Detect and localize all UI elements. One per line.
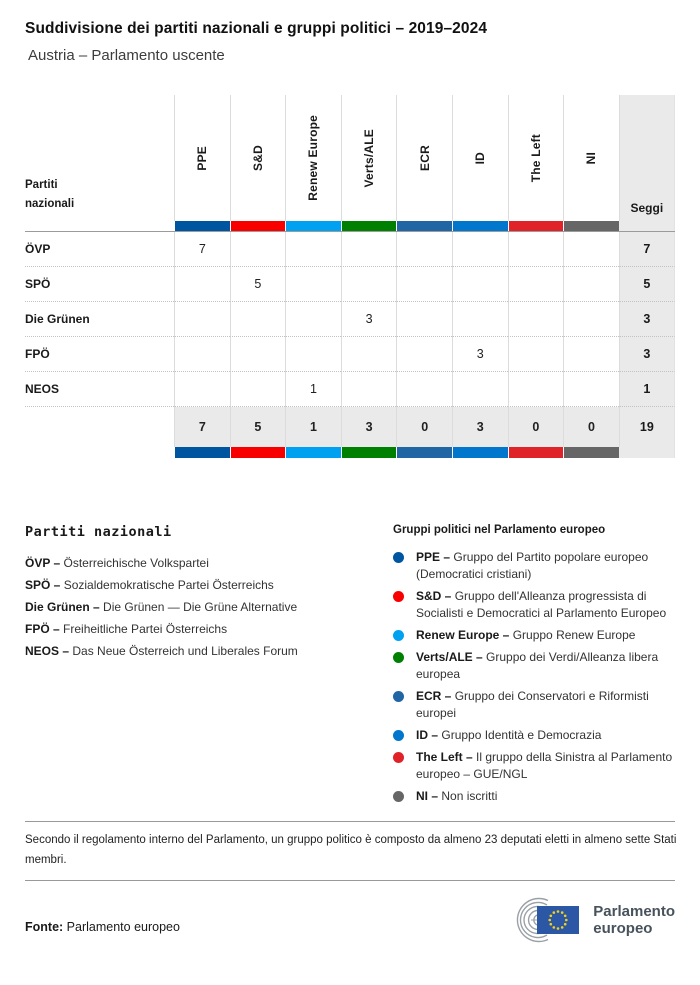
group-definition: ID – Gruppo Identità e Democrazia [393,727,675,744]
table-row [25,302,675,337]
seat-cell [341,232,397,267]
seat-cell [174,267,230,302]
table-row [25,267,675,302]
political-groups-legend-title: Gruppi politici nel Parlamento europeo [393,524,606,536]
group-color-bar-ppe [174,447,230,458]
seat-cell [174,337,230,372]
group-color-bar-renew [285,221,341,231]
column-total: 1 [285,407,341,447]
source-value: Parlamento europeo [66,920,180,934]
party-definition: Die Grünen – Die Grünen — Die Grüne Alternative [25,600,298,614]
group-color-bar-id [452,221,508,231]
seat-cell: 3 [452,337,508,372]
seat-cell [285,267,341,302]
party-name: NEOS [25,372,174,407]
bar-spacer-seggi [619,447,675,458]
group-color-dot-ecr [393,691,404,702]
table-totals-row [25,407,675,447]
group-definition: PPE – Gruppo del Partito popolare europeo (Democratici cristiani) [393,549,675,583]
column-header-theleft: The Left [508,95,564,221]
logo-wordmark: Parlamento europeo [593,903,675,937]
seat-cell [563,267,619,302]
divider-bottom [25,880,675,881]
party-name: Die Grünen [25,302,174,337]
page-subtitle: Austria – Parlamento uscente [28,47,225,64]
seat-cell [508,232,564,267]
group-color-bar-ni [563,447,619,458]
table-header-row [25,95,675,221]
group-color-bar-sd [230,447,286,458]
seat-distribution-table [25,95,675,458]
party-name: ÖVP [25,232,174,267]
group-color-bar-ecr [396,447,452,458]
row-header-line1: Partiti [25,179,58,191]
group-definition: S&D – Gruppo dell'Alleanza progressista di Socialisti e Democratici al Parlamento Europeo [393,588,675,622]
seat-cell [452,302,508,337]
source-section [25,895,675,945]
party-definition: NEOS – Das Neue Österreich und Liberales Forum [25,644,298,658]
group-color-bar-renew [285,447,341,458]
seat-cell: 3 [341,302,397,337]
row-header-line2: nazionali [25,198,75,210]
group-color-bar-theleft [508,221,564,231]
source-label: Fonte: [25,920,64,934]
seat-cell [230,302,286,337]
column-header-sd: S&D [230,95,286,221]
seat-cell [230,337,286,372]
column-total: 7 [174,407,230,447]
seat-cell [508,267,564,302]
group-color-dot-sd [393,591,404,602]
seat-cell [285,232,341,267]
seat-cell [230,372,286,407]
national-parties-legend-title: Partiti nazionali [25,524,172,540]
seat-cell [396,267,452,302]
column-header-ecr: ECR [396,95,452,221]
seat-cell [285,302,341,337]
group-color-dot-ppe [393,552,404,563]
footnote-text: Secondo il regolamento interno del Parlamento, un gruppo politico è composto da almeno 23 deputati eletti in almeno sette Stati membri. [25,834,677,866]
seat-cell [341,337,397,372]
seat-cell [452,232,508,267]
group-color-bars-bottom [25,447,675,458]
seat-cell [563,302,619,337]
column-total: 3 [341,407,397,447]
group-color-bar-sd [230,221,286,231]
group-color-bar-ni [563,221,619,231]
seat-cell [563,372,619,407]
seat-cell [285,337,341,372]
group-definition: NI – Non iscritti [393,788,675,805]
row-total: 5 [619,267,675,302]
column-total: 0 [396,407,452,447]
seat-cell [174,372,230,407]
column-header-ni: NI [563,95,619,221]
group-color-bar-theleft [508,447,564,458]
seat-cell: 7 [174,232,230,267]
seat-cell [396,337,452,372]
source-text [25,920,180,934]
group-color-dot-renew [393,630,404,641]
party-definition: SPÖ – Sozialdemokratische Partei Österreichs [25,578,274,592]
seat-cell [341,372,397,407]
row-total: 7 [619,232,675,267]
seat-cell [396,372,452,407]
seat-cell [396,302,452,337]
seat-cell [230,232,286,267]
column-total: 0 [508,407,564,447]
seat-cell [396,232,452,267]
column-header-id: ID [452,95,508,221]
seat-cell [174,302,230,337]
totals-spacer [25,407,174,447]
group-color-dot-theleft [393,752,404,763]
group-color-bar-id [452,447,508,458]
seat-cell [452,267,508,302]
political-groups-legend [393,524,675,810]
group-color-dot-verts [393,652,404,663]
column-total: 5 [230,407,286,447]
row-header-label [25,95,174,221]
column-header-renew: Renew Europe [285,95,341,221]
seat-cell [341,267,397,302]
column-header-verts: Verts/ALE [341,95,397,221]
group-color-dot-ni [393,791,404,802]
group-definition: Verts/ALE – Gruppo dei Verdi/Alleanza libera europea [393,649,675,683]
group-color-bars-top [25,221,675,232]
footnote-section [25,821,675,881]
table-row [25,337,675,372]
national-parties-legend [25,524,385,810]
seat-cell: 1 [285,372,341,407]
seat-cell [563,232,619,267]
group-definition: The Left – Il gruppo della Sinistra al Parlamento europeo – GUE/NGL [393,749,675,783]
group-color-bar-verts [341,221,397,231]
party-definition: ÖVP – Österreichische Volkspartei [25,556,209,570]
bar-spacer [25,221,174,231]
seat-cell [563,337,619,372]
seat-cell [452,372,508,407]
seat-cell: 5 [230,267,286,302]
parliament-hemicycle-icon [501,895,585,945]
group-definition: ECR – Gruppo dei Conservatori e Riformisti europei [393,688,675,722]
group-color-dot-id [393,730,404,741]
column-header-seggi: Seggi [619,95,675,221]
party-name: FPÖ [25,337,174,372]
group-color-bar-verts [341,447,397,458]
european-parliament-logo [501,895,675,945]
table-row [25,372,675,407]
legends-section [25,524,675,810]
seat-cell [508,337,564,372]
party-name: SPÖ [25,267,174,302]
group-definition: Renew Europe – Gruppo Renew Europe [393,627,675,644]
seat-cell [508,372,564,407]
party-definition: FPÖ – Freiheitliche Partei Österreichs [25,622,228,636]
seat-cell [508,302,564,337]
group-color-bar-ecr [396,221,452,231]
row-total: 3 [619,337,675,372]
table-row [25,232,675,267]
column-header-ppe: PPE [174,95,230,221]
grand-total: 19 [619,407,675,447]
group-color-bar-ppe [174,221,230,231]
row-total: 3 [619,302,675,337]
bar-spacer [25,447,174,458]
column-total: 3 [452,407,508,447]
column-total: 0 [563,407,619,447]
row-total: 1 [619,372,675,407]
bar-spacer-seggi [619,221,675,231]
page-title: Suddivisione dei partiti nazionali e gruppi politici – 2019–2024 [25,20,488,37]
